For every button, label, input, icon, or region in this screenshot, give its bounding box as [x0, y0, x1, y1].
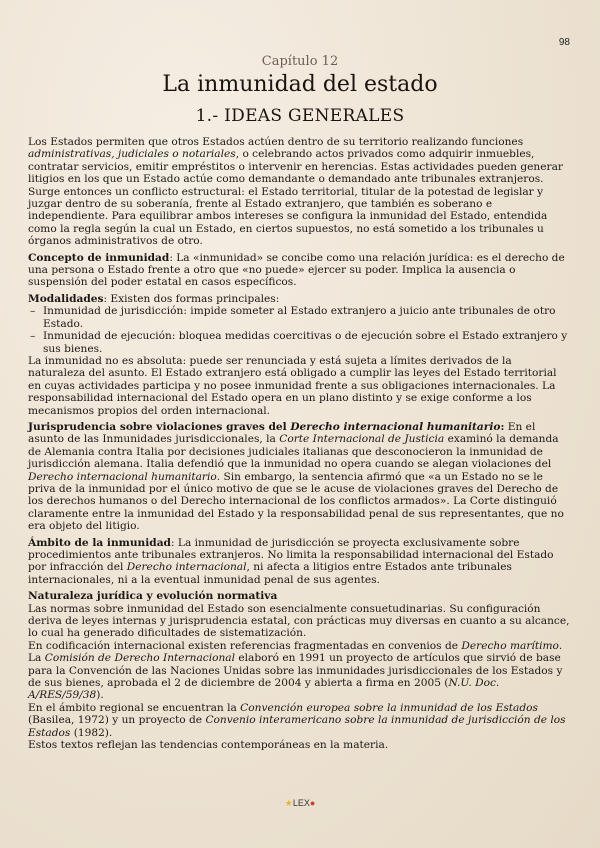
section-heading: 1.- IDEAS GENERALES	[195, 106, 405, 126]
star-icon: ★	[284, 798, 293, 808]
drop-icon: ●	[309, 798, 316, 808]
concepto-paragraph: Concepto de inmunidad: La «inmunidad» se concibe como una relación jurídica: es el derecho de una persona o Estado frente a otro que «no puede» ejercer su poder. Implica la ausencia o suspensión del poder estatal en casos específicos.	[28, 251, 565, 289]
document-body	[28, 136, 572, 752]
logo-text: LEX	[292, 798, 310, 808]
chapter-label: Capítulo 12	[261, 54, 339, 69]
naturaleza-paragraph: Estos textos reflejan las tendencias contemporáneas en la materia.	[28, 739, 389, 752]
intro-paragraph: Surge entonces un conflicto estructural: el Estado territorial, titular de la potestad de legislar y juzgar dentro de su soberanía, frente al Estado extranjero, que también es soberano e independiente. Para equilibrar ambos intereses se configura la inmunidad del Estado, entendida como la regla según la cual un Estado, en ciertos supuestos, no está sometido a los tribunales u órganos administrativos de otro.	[28, 185, 548, 248]
lex-logo	[0, 798, 600, 809]
ambito-paragraph: Ámbito de la inmunidad: La inmunidad de jurisdicción se proyecta exclusivamente sobre procedimientos ante tribunales extranjeros. No limita la responsabilidad internacional del Estado por infracción del Derecho internacional, ni afecta a litigios entre Estados ante tribunales internacionales, ni a la eventual inmunidad penal de sus agentes.	[28, 536, 554, 586]
intro-paragraph: Los Estados permiten que otros Estados actúen dentro de su territorio realizando funciones administrativas, judiciales o notariales, o celebrando actos privados como adquirir inmuebles, contratar servicios, emitir empréstitos o intervenir en herencias. Estas actividades pueden generar litigios en los que un Estado actúe como demandante o demandado ante tribunales extranjeros.	[28, 136, 563, 186]
page-number: 98	[558, 37, 570, 48]
naturaleza-paragraph: Las normas sobre inmunidad del Estado son esencialmente consuetudinarias. Su configuración deriva de leyes internas y jurisprudencia estatal, con prácticas muy diversas en cuanto a su alcance, lo cual ha generado dificultades de sistematización.	[28, 602, 570, 640]
naturaleza-heading: Naturaleza jurídica y evolución normativa	[28, 590, 278, 603]
modalidades-paragraph: Modalidades: Existen dos formas principales:	[28, 292, 280, 305]
list-item: – Inmunidad de ejecución: bloquea medidas coercitivas o de ejecución sobre el Estado extranjero y sus bienes.	[28, 330, 572, 355]
jurisprudencia-paragraph: Jurisprudencia sobre violaciones graves del Derecho internacional humanitario: En el asunto de las Inmunidades jurisdiccionales, la Corte Internacional de Justicia examinó la demanda de Alemania contra Italia por decisiones judiciales italianas que desconocieron la inmunidad de jurisdicción alemana. Italia defendió que la inmunidad no opera cuando se alegan violaciones del Derecho internacional humanitario. Sin embargo, la sentencia afirmó que «a un Estado no se le priva de la inmunidad por el único motivo de que se le acuse de violaciones graves del Derecho de los derechos humanos o del Derecho internacional de los conflictos armados». La Corte distinguió claramente entre la inmunidad del Estado y la responsabilidad penal de sus representantes, que no era objeto del litigio.	[28, 420, 564, 533]
relativa-paragraph: La inmunidad no es absoluta: puede ser renunciada y está sujeta a límites derivados de la naturaleza del asunto. El Estado extranjero está obligado a cumplir las leyes del Estado territorial en cuyas actividades participa y no posee inmunidad frente a sus obligaciones internacionales. La responsabilidad internacional del Estado opera en un plano distinto y se exige conforme a los mecanismos propios del orden internacional.	[28, 354, 557, 417]
modalidades-list	[28, 305, 572, 355]
page-title: La inmunidad del estado	[162, 72, 438, 97]
list-item: – Inmunidad de jurisdicción: impide someter al Estado extranjero a juicio ante tribunales de otro Estado.	[28, 305, 572, 330]
naturaleza-paragraph: En el ámbito regional se encuentran la Convención europea sobre la inmunidad de los Estados (Basilea, 1972) y un proyecto de Convenio interamericano sobre la inmunidad de jurisdicción de los Estados (1982).	[28, 701, 566, 739]
naturaleza-paragraph: En codificación internacional existen referencias fragmentadas en convenios de Derecho marítimo. La Comisión de Derecho Internacional elaboró en 1991 un proyecto de artículos que sirvió de base para la Convención de las Naciones Unidas sobre las inmunidades jurisdiccionales de los Estados y de sus bienes, aprobada el 2 de diciembre de 2004 y abierta a firma en 2005 (N.U. Doc. A/RES/59/38).	[28, 639, 563, 702]
